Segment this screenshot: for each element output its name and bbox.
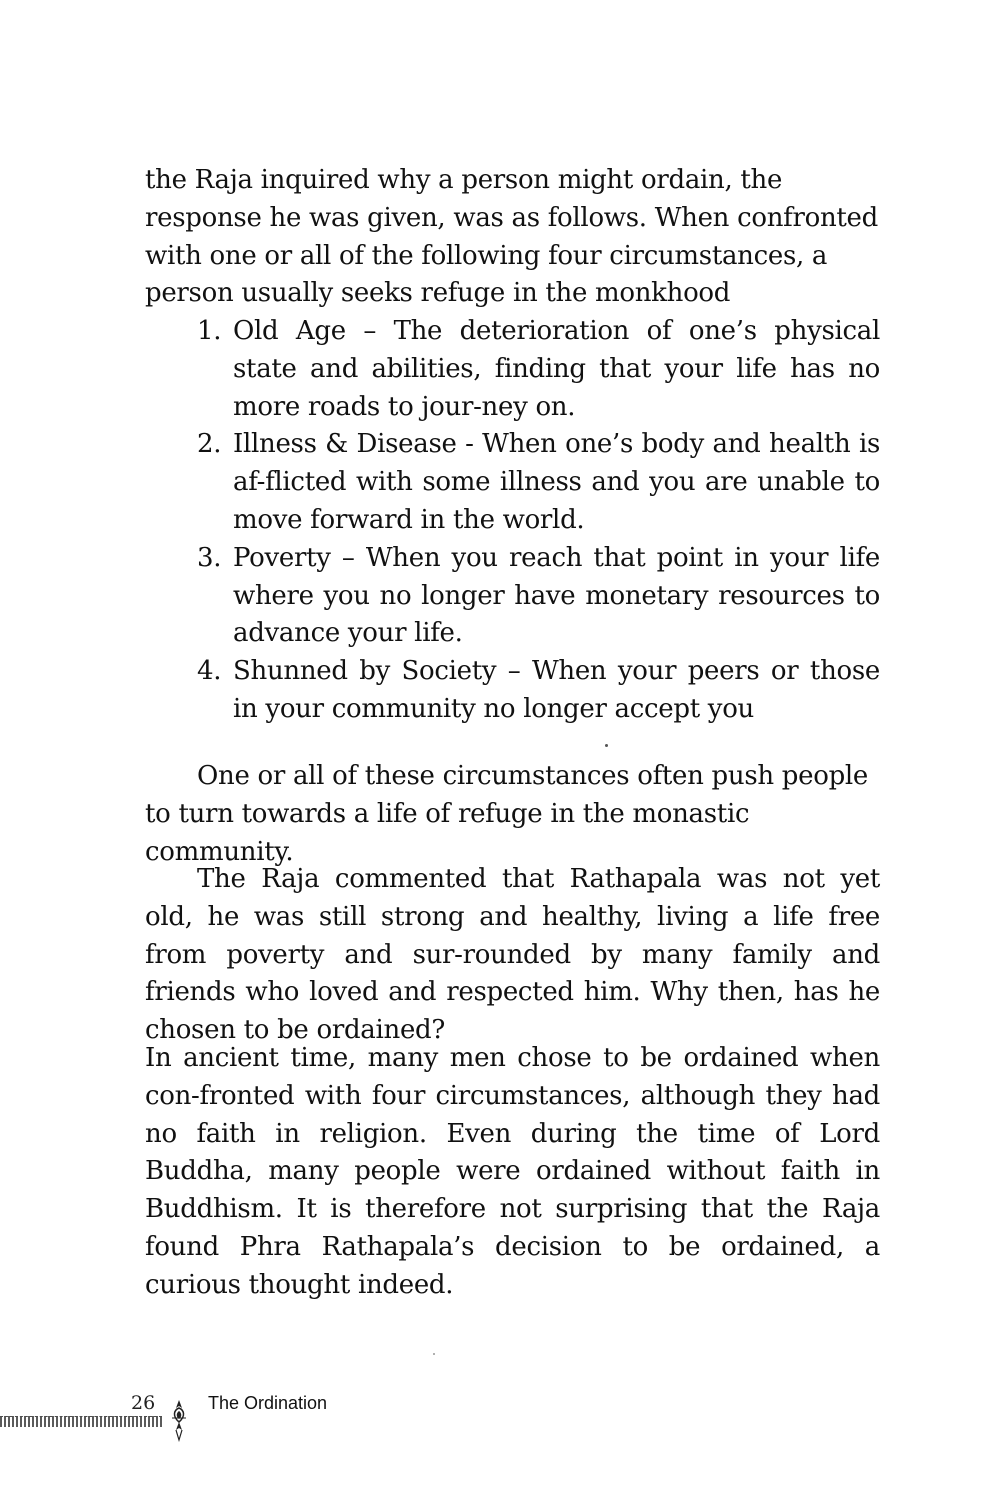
list-item [197,653,880,729]
list-number: 4. [197,656,222,687]
circumstances-list [197,313,880,729]
list-text: Old Age – The deterioration of one’s physical state and abilities, finding that your life has no more roads to jour-ney on. [233,316,880,422]
stray-mark [605,744,608,747]
list-text: Poverty – When you reach that point in your life where you no longer have monetary resources to advance your life. [233,542,880,649]
lotus-ornament-icon [170,1398,188,1442]
paragraph-2: One or all of these circumstances often push people to turn towards a life of refuge in the monastic community. [145,761,869,867]
paragraph-4: In ancient time, many men chose to be ordained when con-fronted with four circumstances, although they had no faith in religion. Even during the time of Lord Buddha, many people were ordained without faith in Buddhism. It is therefore not surprising that the Raja found Phra Rathapala’s decision to be ordained, a curious thought indeed. [145,1043,880,1300]
footer-rule [0,1416,162,1427]
list-item [197,426,880,539]
list-text: Shunned by Society – When your peers or those in your community no longer accept you [233,656,880,724]
list-number: 3. [197,542,222,573]
chapter-title: The Ordination [208,1393,328,1413]
stray-mark [433,1353,435,1355]
list-item [197,313,880,426]
intro-paragraph: the Raja inquired why a person might ordain, the response he was given, was as follows. When confronted with one or all of the following four circumstances, a person usually seeks refuge in the monkhood [145,165,878,309]
paragraph-3: The Raja commented that Rathapala was not yet old, he was still strong and healthy, living a life free from poverty and sur-rounded by many family and friends who loved and respected him. Why then, has he chosen to be ordained? [145,864,880,1046]
list-number: 2. [197,429,222,460]
list-item [197,540,880,653]
list-number: 1. [197,316,222,346]
list-text: Illness & Disease - When one’s body and health is af-flicted with some illness and you are unable to move forward in the world. [233,429,880,535]
page-number: 26 [131,1392,156,1414]
page-footer [0,1392,1000,1452]
